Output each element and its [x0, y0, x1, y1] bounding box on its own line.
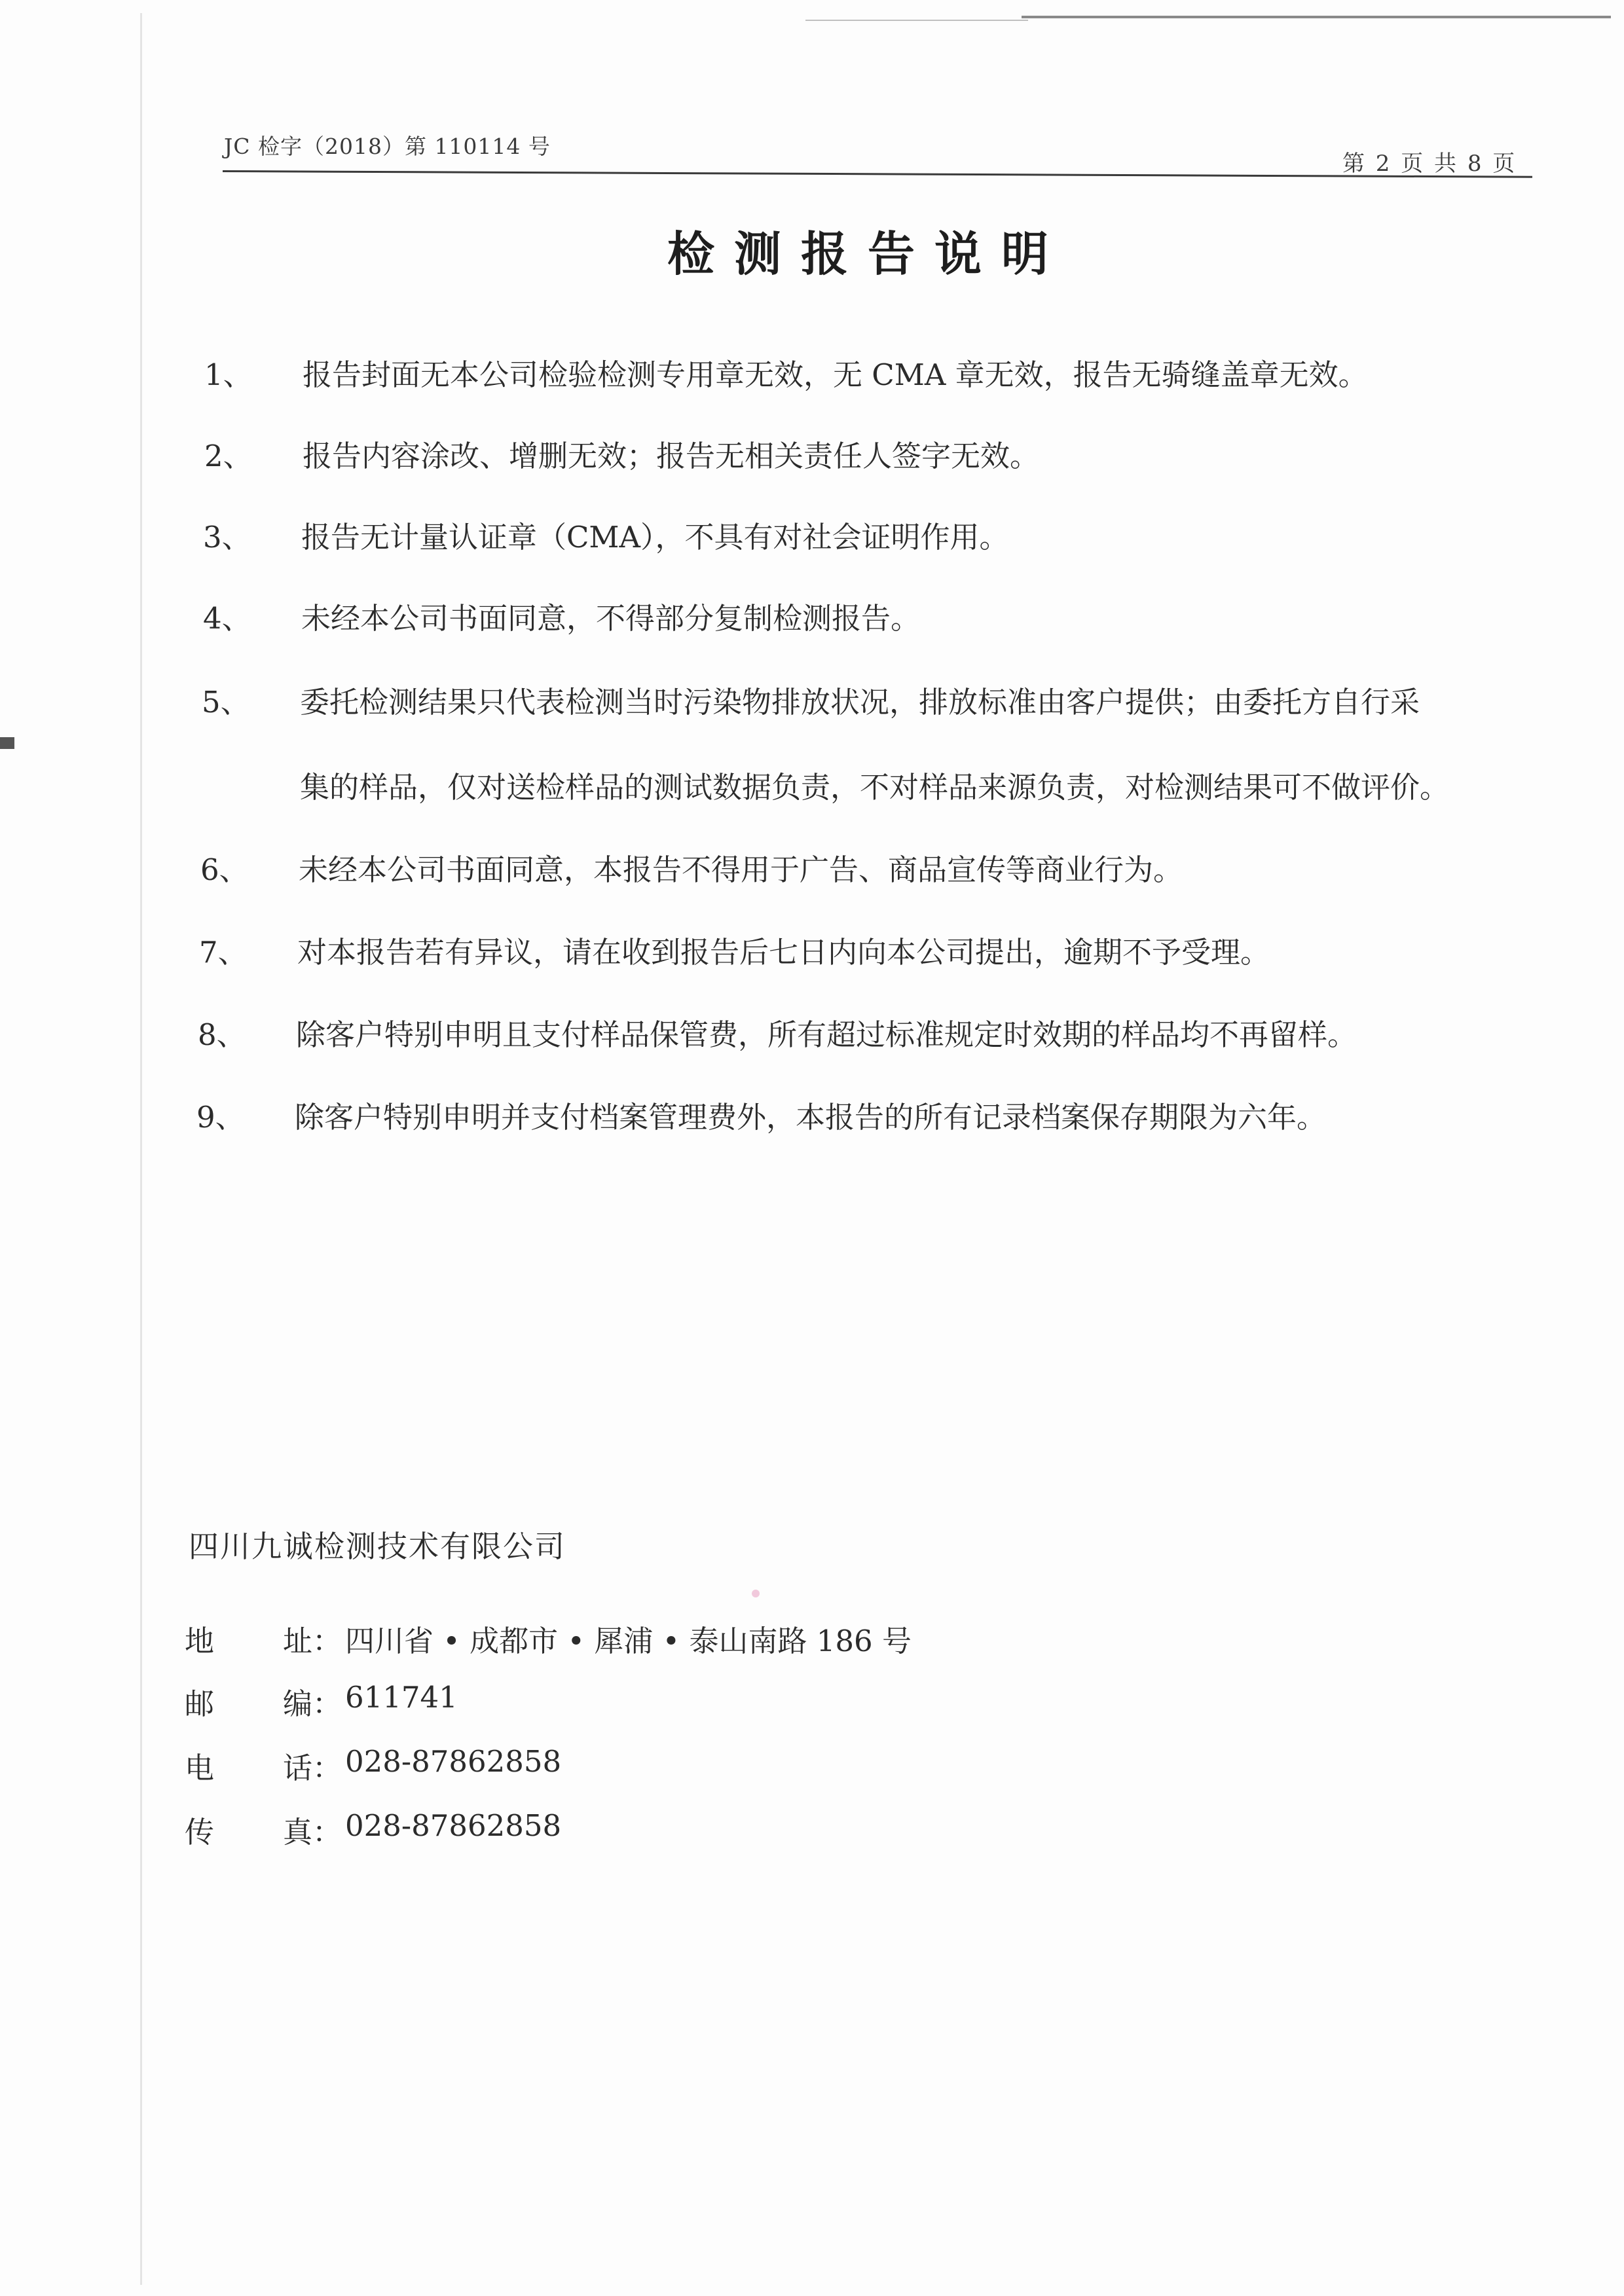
scan-top-edge [1022, 16, 1611, 18]
item-text: 报告封面无本公司检验检测专用章无效，无 CMA 章无效，报告无骑缝盖章无效。 [303, 357, 1368, 392]
item-text: 除客户特别申明且支付样品保管费，所有超过标准规定时效期的样品均不再留样。 [296, 1017, 1357, 1052]
item-number: 8、 [198, 1017, 246, 1052]
item-text: 委托检测结果只代表检测当时污染物排放状况，排放标准由客户提供；由委托方自行采 [300, 685, 1420, 720]
company-name: 四川九诚检测技术有限公司 [189, 1529, 566, 1564]
fax-value: 028-87862858 [345, 1808, 562, 1843]
address-label-char2: 址： [283, 1624, 342, 1658]
header-divider [223, 170, 1532, 178]
item-number: 1、 [204, 357, 253, 392]
fax-label-char2: 真： [283, 1815, 342, 1850]
scan-speck [752, 1590, 760, 1597]
item-text: 未经本公司书面同意，本报告不得用于广告、商品宣传等商业行为。 [299, 852, 1183, 887]
item-number: 6、 [200, 852, 249, 887]
item-number: 9、 [196, 1100, 245, 1135]
phone-label-char1: 电 [185, 1751, 215, 1785]
item-text: 除客户特别申明并支付档案管理费外，本报告的所有记录档案保存期限为六年。 [295, 1100, 1327, 1135]
fax-label-char1: 传 [185, 1815, 215, 1850]
item-text: 报告无计量认证章（CMA），不具有对社会证明作用。 [301, 520, 1009, 555]
page-title: 检测报告说明 [667, 227, 1068, 282]
phone-label-char2: 话： [283, 1751, 342, 1785]
scan-top-edge-faint [805, 20, 1028, 21]
item-number: 5、 [202, 685, 250, 720]
address-value: 四川省 • 成都市 • 犀浦 • 泰山南路 186 号 [345, 1624, 912, 1658]
item-text-continued: 集的样品，仅对送检样品的测试数据负责，不对样品来源负责，对检测结果可不做评价。 [300, 770, 1450, 805]
postcode-label-char1: 邮 [185, 1686, 215, 1721]
phone-value: 028-87862858 [345, 1744, 562, 1779]
page-number: 第 2 页 共 8 页 [1342, 151, 1517, 177]
item-number: 4、 [203, 601, 251, 636]
item-number: 2、 [204, 439, 253, 473]
item-number: 3、 [203, 520, 251, 555]
scan-edge-mark [0, 737, 14, 749]
report-code: JC 检字（2018）第 110114 号 [224, 134, 551, 159]
item-text: 对本报告若有异议，请在收到报告后七日内向本公司提出，逾期不予受理。 [297, 935, 1270, 970]
item-text: 报告内容涂改、增删无效；报告无相关责任人签字无效。 [303, 439, 1040, 473]
item-text: 未经本公司书面同意，不得部分复制检测报告。 [301, 601, 921, 636]
postcode-label-char2: 编： [283, 1686, 342, 1721]
postcode-value: 611741 [345, 1680, 458, 1715]
item-number: 7、 [199, 935, 248, 970]
address-label-char1: 地 [185, 1624, 215, 1658]
scan-margin-line [140, 13, 142, 2285]
